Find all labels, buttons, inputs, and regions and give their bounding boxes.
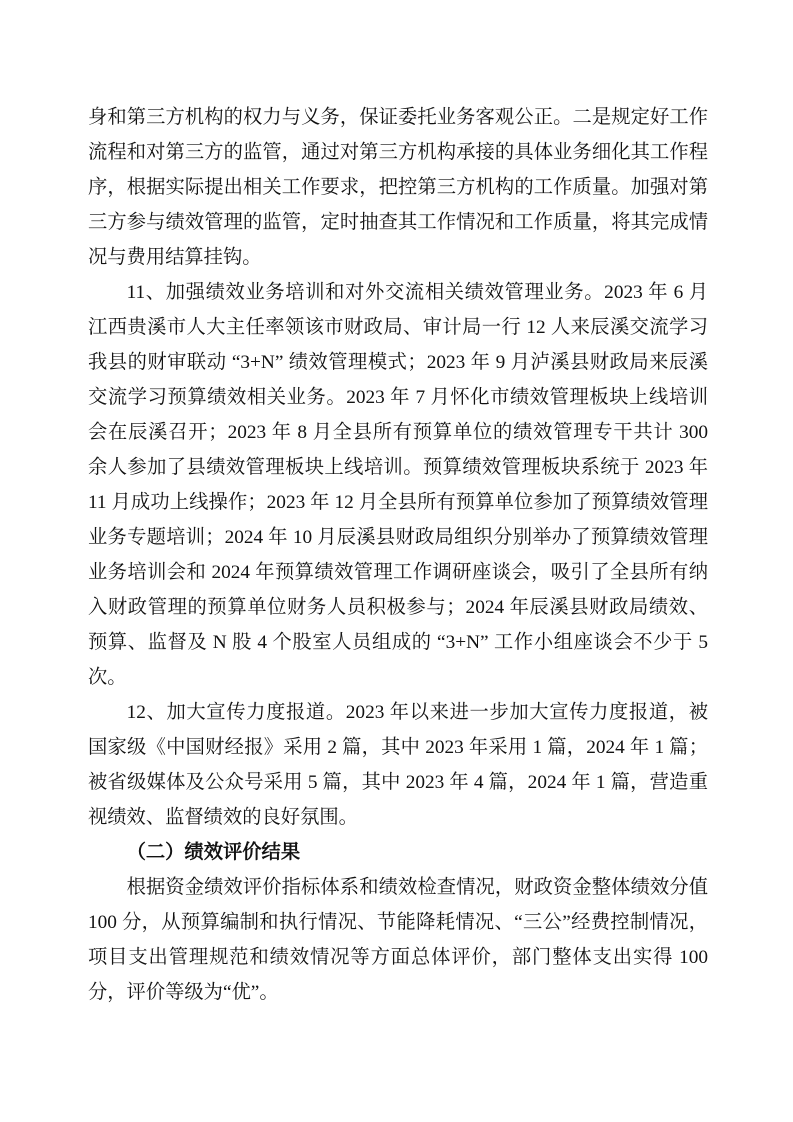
paragraph-continuation: 身和第三方机构的权力与义务，保证委托业务客观公正。二是规定好工作流程和对第三方的监管，通过对第三方机构承接的具体业务细化其工作程序，根据实际提出相关工作要求，把控第三方机构的工作质量。加强对第三方参与绩效管理的监管，定时抽查其工作情况和工作质量，将其完成情况与费用结算挂钩。 [88, 107, 708, 268]
paragraph-evaluation-result: 根据资金绩效评价指标体系和绩效检查情况，财政资金整体绩效分值 100 分，从预算编制和执行情况、节能降耗情况、“三公”经费控制情况，项目支出管理规范和绩效情况等方面总体评价，部门整体支出实得 100 分，评价等级为“优”。 [88, 877, 708, 1003]
paragraph-item-12: 12、加大宣传力度报道。2023 年以来进一步加大宣传力度报道，被国家级《中国财经报》采用 2 篇，其中 2023 年采用 1 篇，2024 年 1 篇；被省级媒体及公众号采用 5 篇，其中 2023 年 4 篇，2024 年 1 篇，营造重视绩效、监督绩效的良好氛围。 [88, 702, 708, 828]
paragraph-item-11: 11、加强绩效业务培训和对外交流相关绩效管理业务。2023 年 6 月江西贵溪市人大主任率领该市财政局、审计局一行 12 人来辰溪交流学习我县的财审联动 “3+N” 绩效管理模式；2023 年 9 月泸溪县财政局来辰溪交流学习预算绩效相关业务。2023 年 7 月怀化市绩效管理板块上线培训会在辰溪召开；2023 年 8 月全县所有预算单位的绩效管理专干共计 300 余人参加了县绩效管理板块上线培训。预算绩效管理板块系统于 2023 年 11 月成功上线操作；2023 年 12 月全县所有预算单位参加了预算绩效管理业务专题培训；2024 年 10 月辰溪县财政局组织分别举办了预算绩效管理业务培训会和 2024 年预算绩效管理工作调研座谈会，吸引了全县所有纳入财政管理的预算单位财务人员积极参与；2024 年辰溪县财政局绩效、预算、监督及 N 股 4 个股室人员组成的 “3+N” 工作小组座谈会不少于 5 次。 [88, 282, 708, 688]
section-heading-performance-evaluation-results: （二）绩效评价结果 [126, 842, 301, 863]
